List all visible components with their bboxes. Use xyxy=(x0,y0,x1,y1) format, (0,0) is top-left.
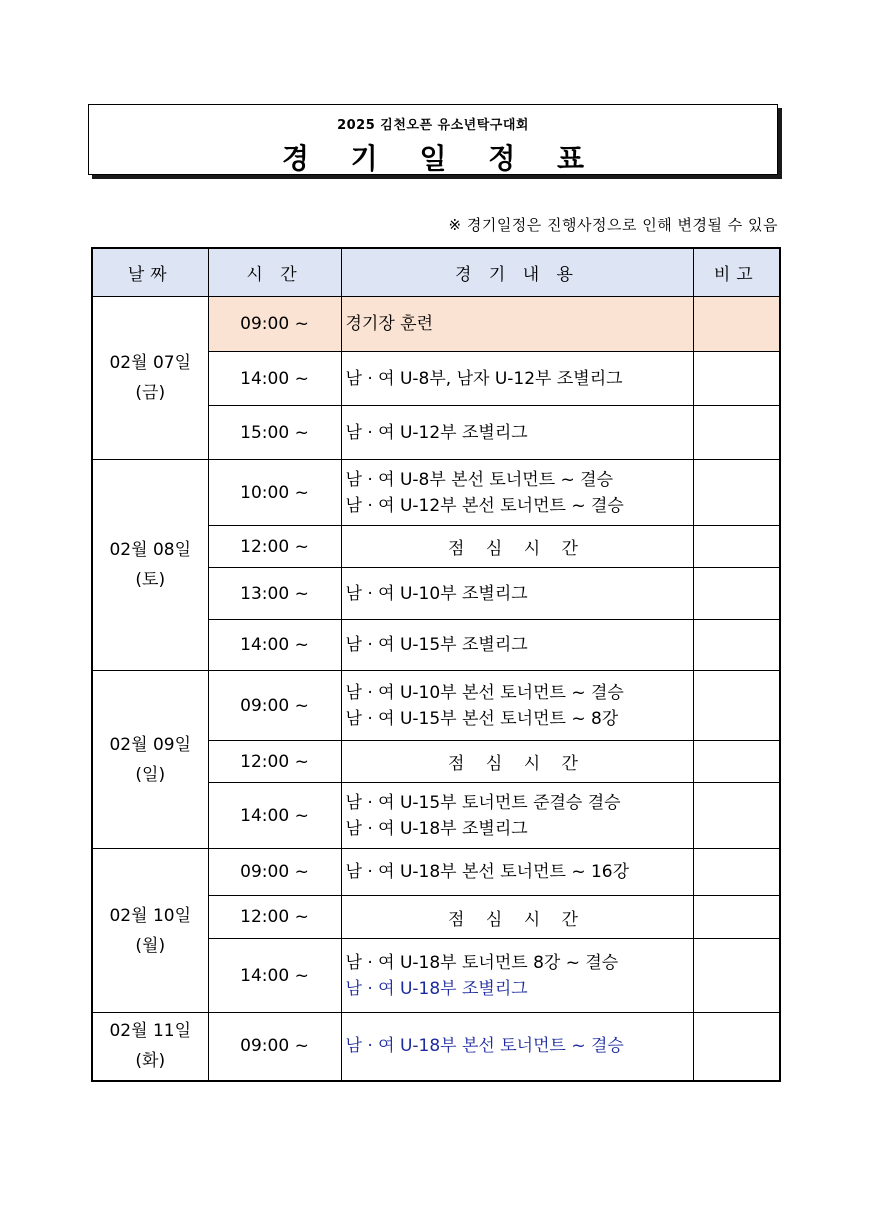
date-cell xyxy=(92,1013,208,1081)
column-header-date: 날짜 xyxy=(92,248,208,297)
event-subtitle: 2025 김천오픈 유소년탁구대회 xyxy=(337,118,529,133)
weekday-label: (월) xyxy=(135,935,166,956)
note-cell xyxy=(693,849,780,896)
note-cell xyxy=(693,297,780,352)
table-row xyxy=(92,1013,780,1081)
time-cell: 09:00 ~ xyxy=(208,1013,341,1081)
date-label: 02월 07일 xyxy=(109,353,191,373)
schedule-table xyxy=(91,247,781,1082)
date-label: 02월 08일 xyxy=(109,540,191,560)
event-cell xyxy=(341,568,693,620)
time-cell: 09:00 ~ xyxy=(208,671,341,741)
date-cell xyxy=(92,460,208,671)
table-row xyxy=(92,671,780,741)
event-line: 남 · 여 U-18부 본선 토너먼트 ~ 결승 xyxy=(345,1036,624,1057)
event-cell xyxy=(341,849,693,896)
event-cell xyxy=(341,406,693,460)
event-cell xyxy=(341,620,693,671)
note-cell xyxy=(693,671,780,741)
event-line: 남 · 여 U-18부 토너먼트 8강 ~ 결승 xyxy=(345,952,619,973)
time-cell: 10:00 ~ xyxy=(208,460,341,526)
event-line: 남 · 여 U-8부, 남자 U-12부 조별리그 xyxy=(345,368,623,389)
date-label: 02월 09일 xyxy=(109,734,191,755)
time-cell: 09:00 ~ xyxy=(208,849,341,896)
time-cell: 15:00 ~ xyxy=(208,406,341,460)
time-cell: 12:00 ~ xyxy=(208,896,341,939)
event-line: 남 · 여 U-18부 조별리그 xyxy=(345,818,528,839)
event-line: 남 · 여 U-12부 조별리그 xyxy=(345,422,528,443)
page-title: 경 기 일 정 표 xyxy=(281,142,601,175)
date-label: 02월 11일 xyxy=(109,1021,191,1042)
table-row xyxy=(92,849,780,896)
note-cell xyxy=(693,1013,780,1081)
time-cell: 09:00 ~ xyxy=(208,297,341,352)
event-line: 남 · 여 U-18부 본선 토너먼트 ~ 16강 xyxy=(345,862,630,882)
title-box xyxy=(88,104,778,175)
time-cell: 14:00 ~ xyxy=(208,620,341,671)
table-row xyxy=(92,297,780,352)
lunch-break-cell: 점 심 시 간 xyxy=(341,741,693,783)
table-header-row xyxy=(92,248,780,297)
event-cell xyxy=(341,671,693,741)
weekday-label: (일) xyxy=(135,764,166,785)
event-cell xyxy=(341,783,693,849)
time-cell: 14:00 ~ xyxy=(208,939,341,1013)
time-cell: 14:00 ~ xyxy=(208,783,341,849)
note-cell xyxy=(693,460,780,526)
date-cell xyxy=(92,297,208,460)
lunch-break-cell: 점 심 시 간 xyxy=(341,896,693,939)
event-line: 남 · 여 U-8부 본선 토너먼트 ~ 결승 xyxy=(345,469,614,490)
weekday-label: (화) xyxy=(135,1051,166,1072)
event-line: 남 · 여 U-10부 조별리그 xyxy=(345,583,528,604)
date-label: 02월 10일 xyxy=(109,905,191,926)
event-cell xyxy=(341,297,693,352)
column-header-time: 시 간 xyxy=(208,248,341,297)
time-cell: 12:00 ~ xyxy=(208,526,341,568)
event-line: 남 · 여 U-15부 조별리그 xyxy=(345,635,528,655)
event-line: 남 · 여 U-18부 조별리그 xyxy=(345,978,528,999)
note-cell xyxy=(693,783,780,849)
event-cell xyxy=(341,1013,693,1081)
column-header-event: 경 기 내 용 xyxy=(341,248,693,297)
time-cell: 13:00 ~ xyxy=(208,568,341,620)
note-cell xyxy=(693,620,780,671)
event-line: 남 · 여 U-12부 본선 토너먼트 ~ 결승 xyxy=(345,495,624,516)
weekday-label: (토) xyxy=(135,570,166,590)
event-cell xyxy=(341,460,693,526)
weekday-label: (금) xyxy=(135,383,166,403)
schedule-change-notice: ※ 경기일정은 진행사정으로 인해 변경될 수 있음 xyxy=(448,216,778,234)
column-header-note: 비고 xyxy=(693,248,780,297)
time-cell: 12:00 ~ xyxy=(208,741,341,783)
note-cell xyxy=(693,939,780,1013)
event-cell xyxy=(341,939,693,1013)
note-cell xyxy=(693,406,780,460)
event-cell xyxy=(341,352,693,406)
event-line: 남 · 여 U-10부 본선 토너먼트 ~ 결승 xyxy=(345,682,624,703)
note-cell xyxy=(693,741,780,783)
time-cell: 14:00 ~ xyxy=(208,352,341,406)
date-cell xyxy=(92,849,208,1013)
note-cell xyxy=(693,526,780,568)
lunch-break-cell: 점 심 시 간 xyxy=(341,526,693,568)
event-line: 남 · 여 U-15부 본선 토너먼트 ~ 8강 xyxy=(345,708,619,729)
event-line: 남 · 여 U-15부 토너먼트 준결승 결승 xyxy=(345,792,621,813)
note-cell xyxy=(693,568,780,620)
event-line: 경기장 훈련 xyxy=(345,314,434,334)
date-cell xyxy=(92,671,208,849)
note-cell xyxy=(693,896,780,939)
note-cell xyxy=(693,352,780,406)
table-row xyxy=(92,460,780,526)
